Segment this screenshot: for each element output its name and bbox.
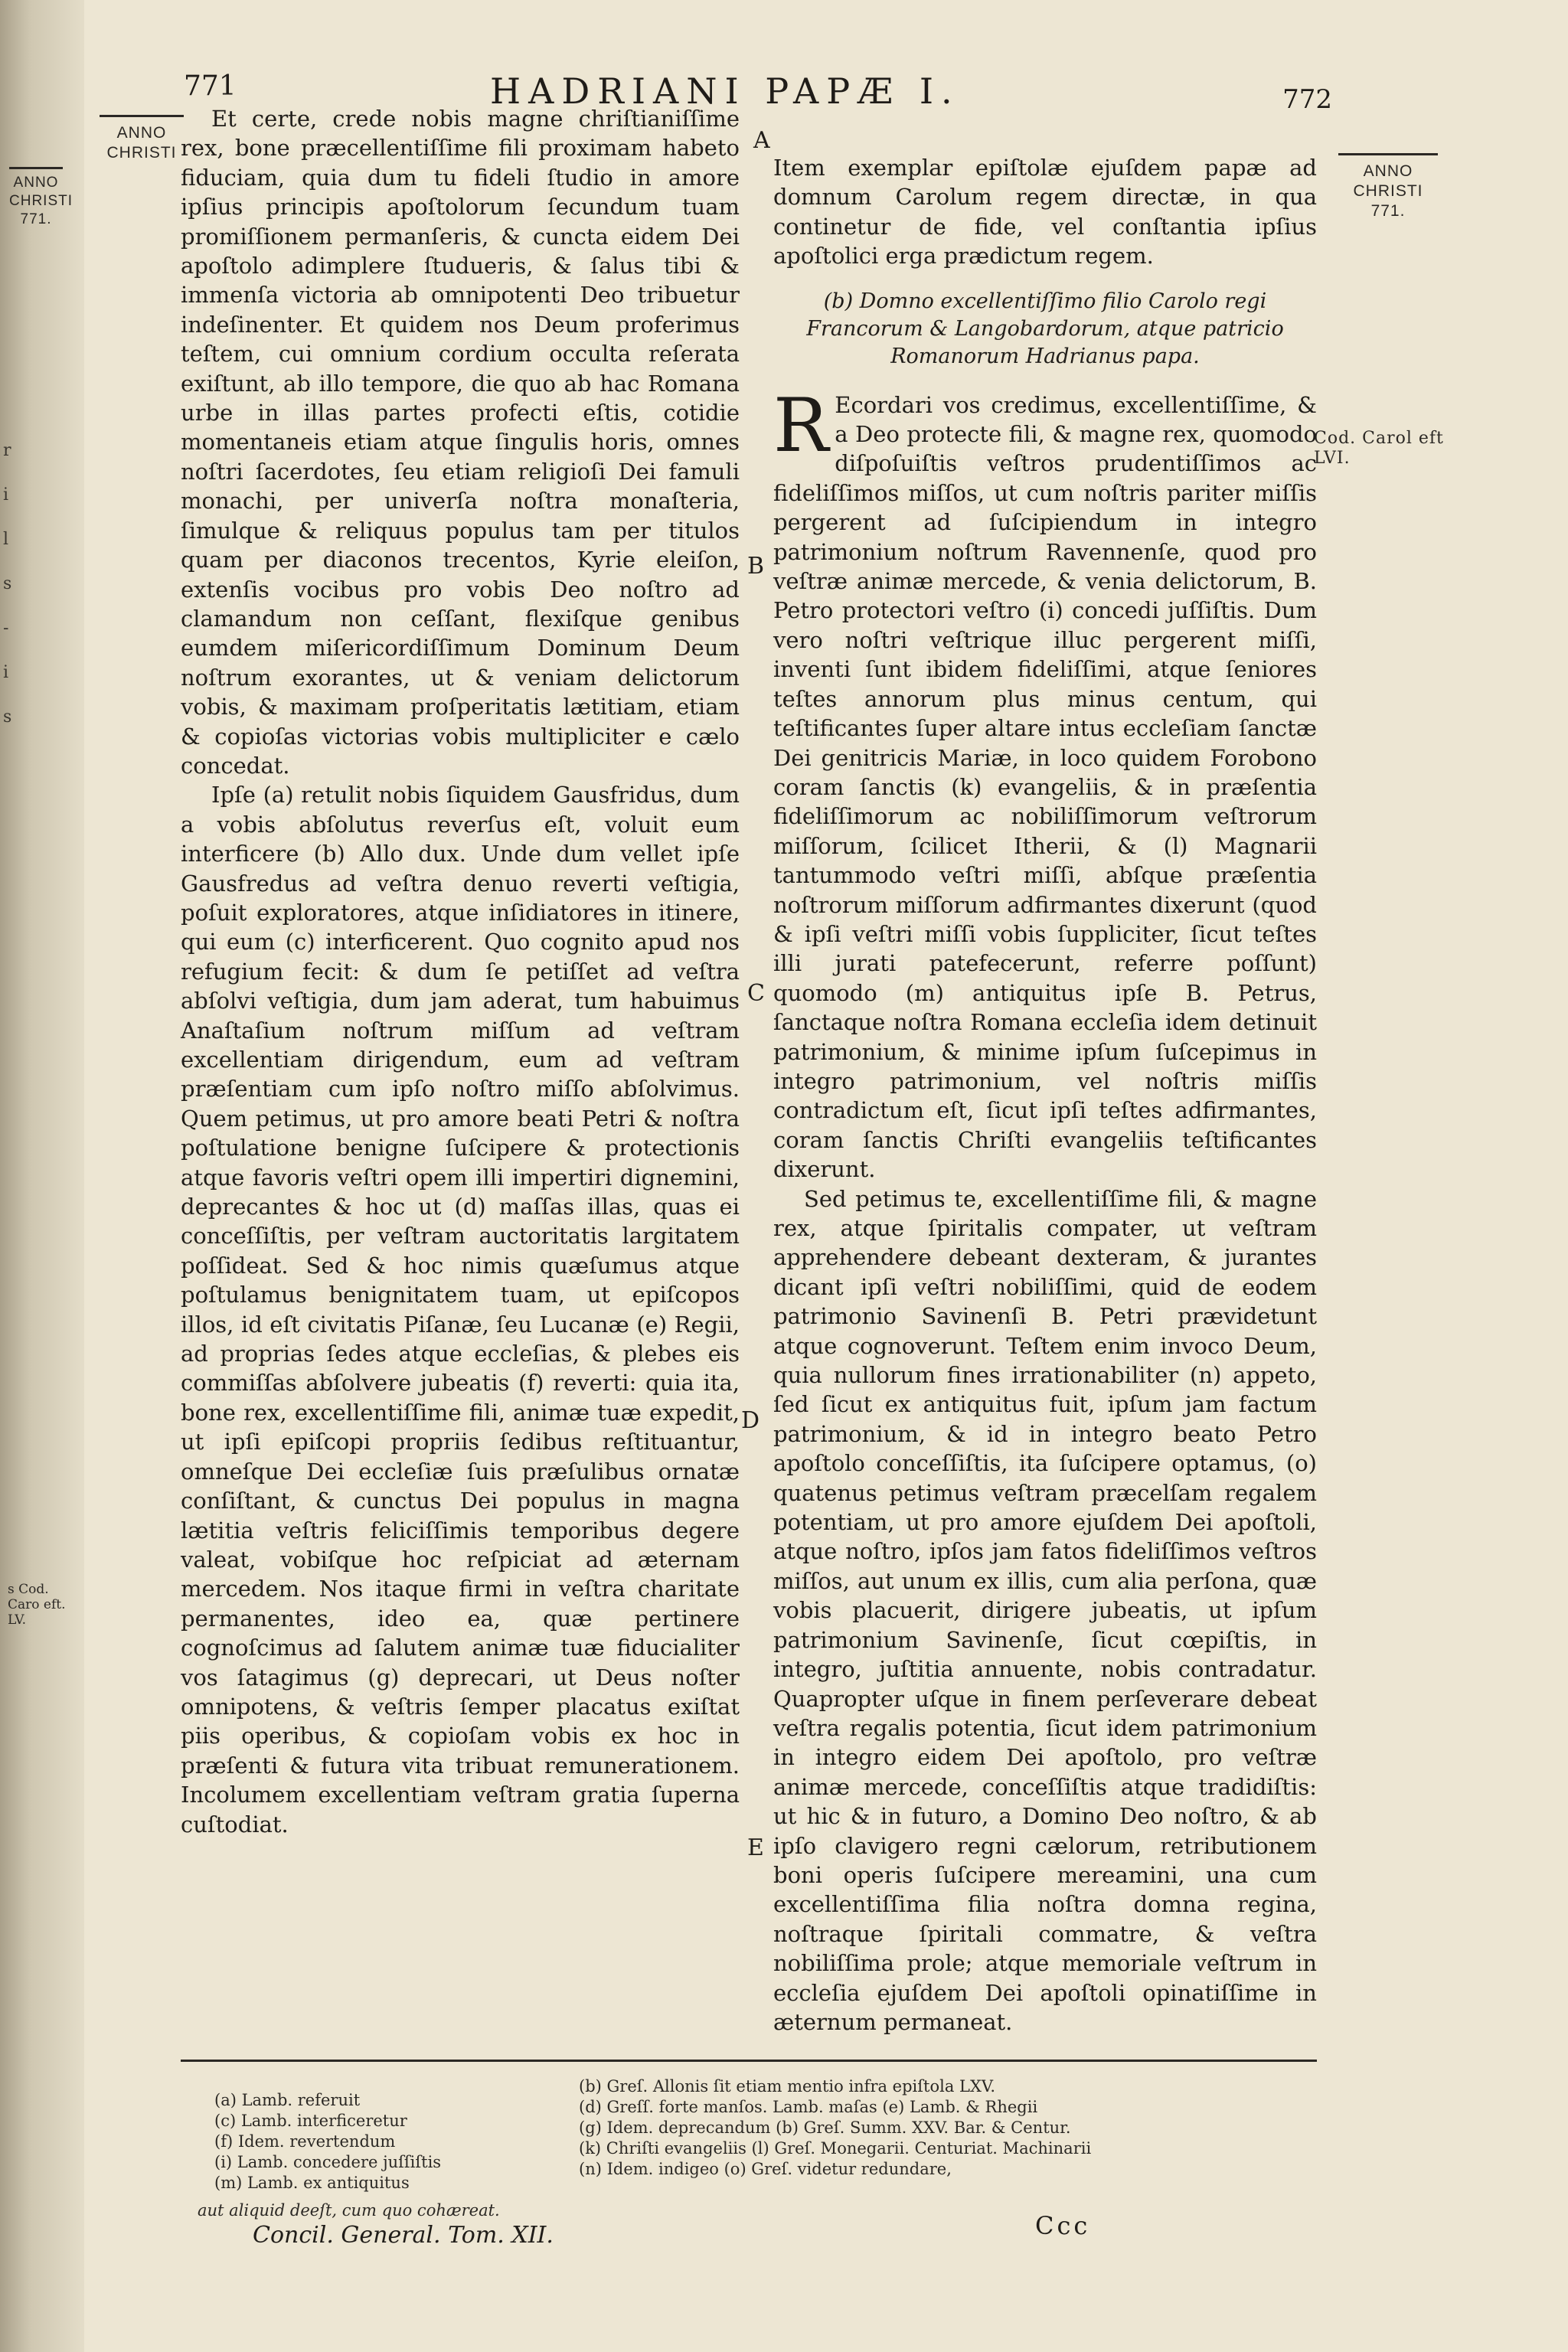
- strip-anno-note: [9, 167, 73, 229]
- right-paragraph-2: Sed petimus te, excellentiſſime fili, & magne rex, atque ſpiritalis compater, ut veſtram apprehendere debeant dexteram, & jurantes dicant ipſi veſtri nobiliſſimi, quid de eodem patrimonio Savinenſi B. Petri prævidetunt atque cognoverunt. Teſtem enim invoco Deum, quia nullorum fines irrationabiliter (n) appeto, ſed ſicut ex antiquitus fuit, ipſum jam factum patrimonium, & id in integro beato Petro apoſtolo conceſſiſtis, ita ſuſcipere optamus, (o) quatenus petimus veſtram præcelſam regalem potentiam, ut pro amore ejuſdem Dei apoſtoli, atque noſtro, ipſos jam fatos fideliſſimos veſtros miſſos, aut unum ex illis, cum alia perſona, quæ vobis placuerit, dirigere jubeatis, ut ipſum patrimonium Savinenſe, ſicut cœpiſtis, in integro, juſtitia annuente, nobis contradatur. Quapropter uſque in finem perſeverare debeat veſtra regalis potentia, ſicut idem patrimonium in integro eidem Dei apoſtolo, pro veſtræ animæ mercede, conceſſiſtis atque tradidiſtis: ut hic & in futuro, a Domino Deo noſtro, & ab ipſo clavigero regni cælorum, retributionem boni operis ſuſcipere mereamini, una cum excellentiſſima filia noſtra domna regina, noſtraque ſpiritali commatre, & veſtra nobiliſſima prole; atque memoriale veſtrum in eccleſia ejuſdem Dei apoſtoli opinatiſſime in æternum permaneat.: [773, 1185, 1317, 2035]
- section-letter-e: E: [747, 1834, 764, 1861]
- strip-anno-label: ANNO CHRISTI: [9, 175, 73, 209]
- page-number-left: 771: [184, 70, 237, 102]
- footnote: (d) Greſſ. forte manſos. Lamb. maſas (e) Lamb. & Rhegii: [579, 2098, 1038, 2116]
- anno-right-label: ANNO CHRISTI: [1353, 162, 1423, 200]
- footnote: (k) Chriſti evangeliis (l) Greſ. Monegarii. Centuriat. Machinarii: [579, 2139, 1092, 2158]
- left-paragraph-2: Ipſe (a) retulit nobis ſiquidem Gausfridus, dum a vobis abſolutus reverſus eſt, voluit eum interficere (b) Allo dux. Unde dum vellet ipſe Gausfredus ad veſtra denuo reverti veſtigia, poſuit exploratores, atque inſidiatores in itinere, qui eum (c) interficerent. Quo cognito apud nos refugium fecit: & dum ſe petiſſet ad veſtra abſolvi veſtigia, dum jam aderat, tum habuimus Anaſtaſium noſtrum miſſum ad veſtram excellentiam dirigendum, eum ad veſtram præſentiam cum ipſo noſtro miſſo abſolvimus. Quem petimus, ut pro amore beati Petri & noſtra poſtulatione benigne ſuſcipere & protectionis atque favoris veſtri opem illi impertiri dignemini, deprecantes & hoc ut (d) maſſas illas, quas ei conceſſiſtis, per veſtram auctoritatis largitatem poſſideat. Sed & hoc nimis quæſumus atque poſtulamus benignitatem tuam, ut epiſcopos illos, id eſt civitatis Piſanæ, ſeu Lucanæ (e) Regii, ad proprias ſedes atque eccleſias, & plebes eis commiſſas abſolvere jubeatis (f) reverti: quia ita, bone rex, excellentiſſime fili, animæ tuæ expedit, ut ipſi epiſcopi propriis ſedibus reſtituantur, omneſque Dei eccleſiæ ſuis præſulibus ornatæ conſiſtant, & cunctus Dei populus in magna lætitia veſtris feliciſſimis temporibus degere valeat, vobiſque hoc reſpiciat ad æternam mercedem. Nos itaque firmi in veſtra charitate permanentes, ideo ea, quæ pertinere cognoſcimus ad ſalutem animæ tuæ fiducialiter vos ſatagimus (g) deprecari, ut Deus noſter omnipotens, & veſtris ſemper placatus exiſtat piis operibus, & copioſam vobis ex hoc in præſenti & futura vita tribuat remunerationem. Incolumem excellentiam veſtram gratia ſuperna cuſtodiat.: [181, 782, 740, 1838]
- right-paragraph-1: [773, 382, 1317, 1184]
- anno-christi-right: [1338, 153, 1438, 221]
- footnote: (b) Greſ. Allonis ſit etiam mentio infra epiſtola LXV.: [579, 2077, 996, 2096]
- footnotes: [181, 2076, 1317, 2230]
- collection-title: Concil. General. Tom. XII.: [253, 2222, 554, 2249]
- footnotes-column-1: [214, 2090, 567, 2194]
- left-column: [181, 104, 740, 1839]
- running-title: HADRIANI PAPÆ I.: [490, 70, 960, 112]
- signature-mark: Ccc: [1035, 2211, 1091, 2240]
- drop-cap: R: [773, 382, 829, 469]
- section-letter-c: C: [747, 980, 765, 1007]
- footnote: (i) Lamb. concedere juſſiſtis: [214, 2153, 442, 2171]
- right-paragraph-1-text: Ecordari vos credimus, excellentiſſime, & a Deo protecte fili, & magne rex, quomodo diſpoſuiſtis veſtros prudentiſſimos ac fideliſſimos miſſos, ut cum noſtris pariter miſſis pergerent ad ſuſcipiendum in integro patrimonium noſtrum Ravennenſe, quod pro veſtræ animæ mercede, & venia delictorum, B. Petro protectori veſtro (i) concedi juſſiſtis. Dum vero noſtri veſtrique illuc pergerent miſſi, inventi ſunt ibidem fideliſſimi, atque ſeniores teſtes annorum plus minus centum, qui teſtificantes ſuper altare intus eccleſiam ſanctæ Dei genitricis Mariæ, in loco quidem Forobono coram ſanctis (k) evangeliis, & in præſentia fideliſſimorum ac nobiliſſimorum veſtrorum miſſorum, ſcilicet Itherii, & (l) Magnarii tantummodo veſtri miſſi, abſque præſentia noſtrorum miſſorum adfirmantes dixerunt (quod & ipſi veſtri miſſi vobis ſuppliciter, ſicut teſtes illi jurati patefecerunt, referre poſſunt) quomodo (m) antiquitus ipſe B. Petrus, ſanctaque noſtra Romana eccleſia idem detinuit patrimonium, & minime ipſum ſuſcepimus in integro patrimonium, vel noſtris miſſis contradictum eſt, ſicut ipſi teſtes adfirmantes, coram ſanctis Chriſti evangeliis teſtificantes dixerunt.: [773, 391, 1317, 1183]
- section-letter-a: A: [753, 127, 770, 154]
- right-column: [773, 153, 1317, 2037]
- codex-reference-right: Cod. Carol eft LVI.: [1314, 429, 1444, 468]
- left-paragraph-1: Et certe, crede nobis magne chriſtianiſſime rex, bone præcellentiſſime fili proximam habeto fiduciam, quia dum tu fideli ſtudio in amore ipſius principis apoſtolorum ſecundum tuam promiſſionem permanſeris, & cuncta eidem Dei apoſtolo adimplere ſtudueris, & ſalus tibi & immenſa victoria ab omnipotenti Deo tribuetur indeſinenter. Et quidem nos Deum proferimus teſtem, cui omnium cordium occulta reſerata exiſtunt, ab illo tempore, die quo ab hac Romana urbe in illas partes profecti eſtis, cotidie momentaneis etiam atque ſingulis horis, omnes noſtri ſacerdotes, ſeu etiam religioſi Dei famuli monachi, per univerſa noſtra monaſteria, ſimulque & reliquus populus tam per titulos quam per diaconos trecentos, Kyrie eleiſon, extenſis vocibus pro vobis Deo noſtro ad clamandum non ceſſant, flexiſque genibus eumdem miſericordiſſimum Dominum Deum noſtrum exorantes, ut & veniam delictorum vobis, & maximam proſperitatis lætitiam, etiam & copioſas victorias vobis multipliciter e cælo concedat.: [181, 106, 740, 779]
- footnote: (n) Idem. indigeo (o) Greſ. videtur redundare,: [579, 2160, 952, 2178]
- strip-marks: r i l s - i s: [3, 441, 12, 727]
- anno-right-year: 771.: [1370, 202, 1406, 220]
- anno-left-label: ANNO CHRISTI: [106, 124, 177, 162]
- previous-page-edge: [0, 0, 84, 2352]
- letter-heading: Item exemplar epiſtolæ ejuſdem papæ ad domnum Carolum regem directæ, in qua continetur de fide, vel conſtantia ipſius apoſtolici erga prædictum regem.: [773, 155, 1317, 270]
- footnote: (g) Idem. deprecandum (b) Greſ. Summ. XXV. Bar. & Centur.: [579, 2118, 1071, 2137]
- section-letter-b: B: [747, 553, 765, 580]
- footnote-divider: [181, 2060, 1317, 2062]
- footnotes-column-2: [579, 2076, 1314, 2180]
- footnote: (c) Lamb. interficeretur: [214, 2112, 407, 2130]
- letter-address: (b) Domno excellentiſſimo filio Carolo regi Francorum & Langobardorum, atque patricio Romanorum Hadrianus papa.: [806, 289, 1284, 368]
- footnote: (m) Lamb. ex antiquitus: [214, 2174, 410, 2192]
- section-letter-d: D: [741, 1407, 760, 1434]
- footnote: (f) Idem. revertendum: [214, 2132, 396, 2151]
- strip-anno-year: 771.: [20, 211, 52, 227]
- footnote: (a) Lamb. referuit: [214, 2091, 361, 2109]
- page-number-right: 772: [1282, 84, 1332, 115]
- anno-christi-left: [100, 115, 184, 163]
- footnote-continuation: aut aliquid deeſt, cum quo cohæreat.: [198, 2201, 500, 2220]
- strip-cod-note: s Cod. Caro eft. LV.: [8, 1582, 66, 1628]
